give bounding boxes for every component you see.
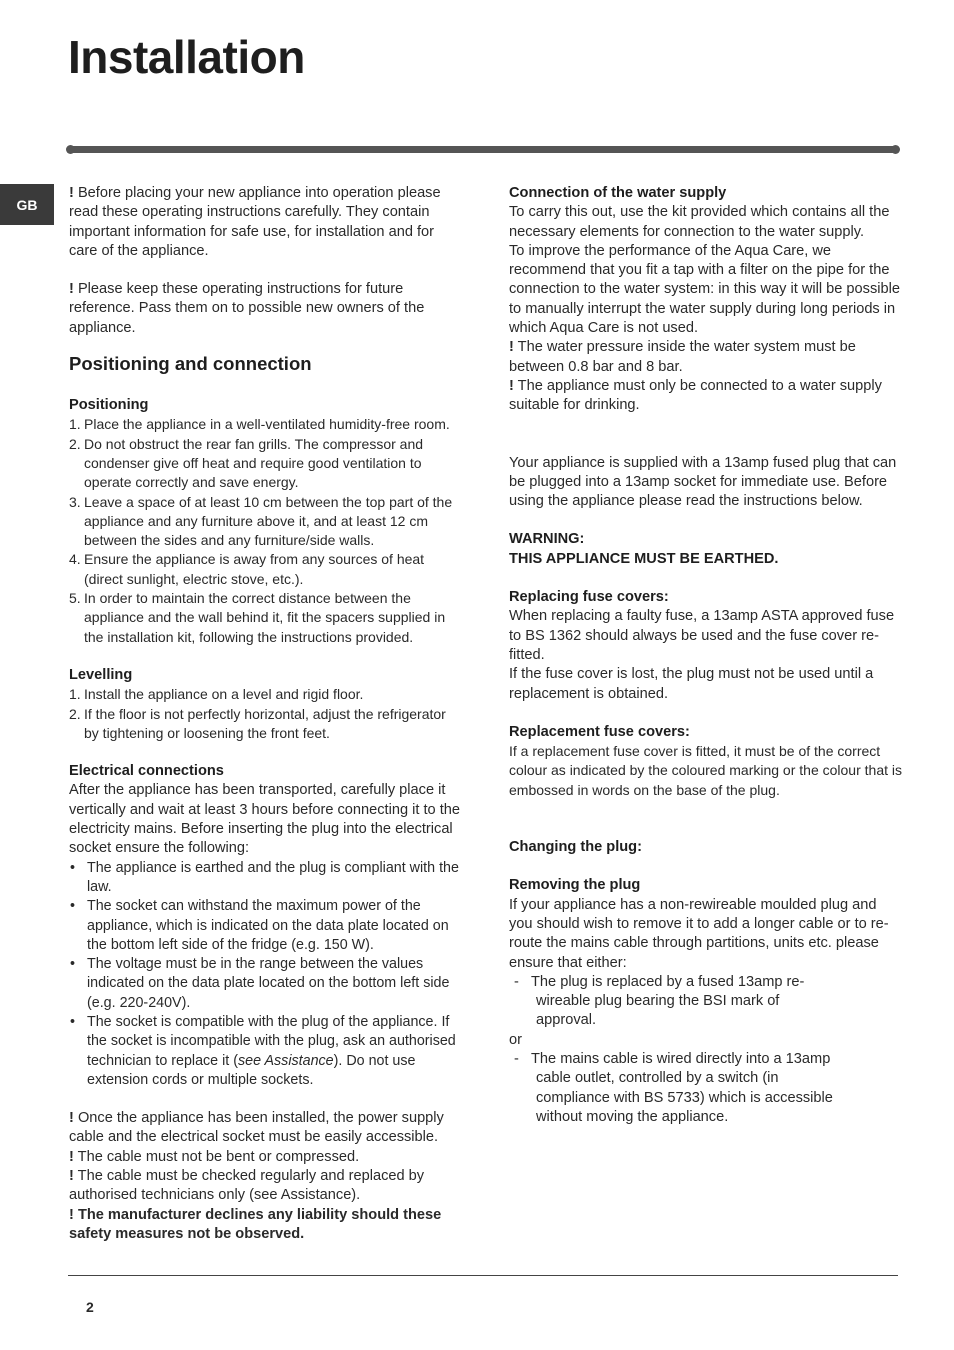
water-heading: Connection of the water supply (509, 185, 727, 201)
dash-icon: - (514, 973, 519, 990)
section-title: Positioning and connection (69, 353, 312, 375)
bullet-icon: • (70, 898, 76, 915)
removing-paragraph: If your appliance has a non-rewireable moulded plug and you should wish to remove it to add a longer cable or to re-route the mains cable through partitions, units etc. please ensure that either: (509, 896, 889, 971)
positioning-list (69, 415, 464, 647)
list-item: 4. Ensure the appliance is away from any sources of heat (direct sunlight, electric stove, etc.). (69, 551, 425, 587)
liability-note: ! The manufacturer declines any liability should these safety measures not be observed. (69, 1206, 442, 1242)
bullet-icon: • (70, 956, 76, 973)
exclamation-icon: ! (69, 1168, 74, 1185)
intro-paragraph-1: ! Before placing your new appliance into operation please read these operating instructions carefully. They contain important information for safe use, for installation and for care of the appliance. (69, 185, 441, 259)
list-item: 3. Leave a space of at least 10 cm between the top part of the appliance and any furniture above it, and at least 12 cm between the sides and any furniture/side walls. (69, 493, 453, 549)
or-text: or (509, 1031, 522, 1048)
list-item: - The mains cable is wired directly into a 13amp cable outlet, controlled by a switch (in compliance with BS 5733) which is accessible without moving the appliance. (514, 1050, 833, 1125)
safety-note: ! The cable must be checked regularly and replaced by authorised technicians only (see Assistance). (69, 1168, 425, 1204)
replacing-heading: Replacing fuse covers: (509, 589, 669, 606)
electrical-intro: After the appliance has been transported, carefully place it vertically and wait at least 3 hours before connecting it to the electricity mains. Before inserting the plug into the electrical socket ensure the following: (69, 782, 461, 857)
electrical-heading: Electrical connections (69, 763, 224, 780)
header-divider (68, 146, 898, 153)
exclamation-icon: ! (69, 185, 74, 201)
bullet-icon: • (70, 859, 76, 876)
left-column (69, 184, 464, 1244)
list-item: • The socket is compatible with the plug of the appliance. If the socket is incompatible with the plug, ask an authorised technician to replace it (see Assistance). Do not use extension cords or multiple sockets. (70, 1013, 456, 1088)
list-item: 5. In order to maintain the correct distance between the appliance and the wall behind it, fit the spacers supplied in the installation kit, following the instructions provided. (69, 590, 446, 645)
electrical-bullets (69, 859, 464, 1091)
list-item: • The appliance is earthed and the plug is compliant with the law. (70, 859, 459, 895)
list-item: • The socket can withstand the maximum power of the appliance, which is indicated on the data plate located on the bottom left side of the fridge (e.g. 150 W). (70, 898, 449, 953)
replacement-paragraph: If a replacement fuse cover is fitted, it must be of the correct colour as indicated by the coloured marking or the colour that is embossed in words on the base of the plug. (509, 743, 902, 798)
bullet-icon: • (70, 1013, 76, 1030)
list-item: - The plug is replaced by a fused 13amp re-wireable plug bearing the BSI mark of approval. (514, 973, 805, 1029)
dash-icon: - (514, 1050, 519, 1067)
warning-line-1: WARNING: (509, 531, 585, 548)
levelling-list (69, 685, 464, 743)
water-note: ! The water pressure inside the water system must be between 0.8 bar and 8 bar. (509, 339, 856, 375)
levelling-heading: Levelling (69, 666, 133, 683)
water-note: ! The appliance must only be connected to a water supply suitable for drinking. (509, 377, 882, 414)
water-paragraph-2: To improve the performance of the Aqua Care, we recommend that you fit a tap with a filter on the pipe for the connection to the water system: in this way it will be possible to manually interrupt the water supply during long periods in which Aqua Care is not used. (509, 242, 900, 337)
footer-divider (68, 1275, 898, 1276)
list-item: 1. Install the appliance on a level and rigid floor. (69, 686, 364, 703)
intro-paragraph-2: ! Please keep these operating instructions for future reference. Pass them on to possible new owners of the appliance. (69, 281, 425, 336)
list-item: 1. Place the appliance in a well-ventilated humidity-free room. (69, 416, 450, 433)
removing-options (509, 973, 839, 1031)
replacing-paragraph-2: If the fuse cover is lost, the plug must not be used until a replacement is obtained. (509, 666, 874, 702)
exclamation-icon: ! (69, 281, 74, 298)
list-item: 2. If the floor is not perfectly horizontal, adjust the refrigerator by tightening or loosening the front feet. (69, 705, 446, 741)
changing-heading: Changing the plug: (509, 839, 642, 856)
exclamation-icon: ! (509, 339, 514, 356)
plug-intro: Your appliance is supplied with a 13amp fused plug that can be plugged into a 13amp socket for immediate use. Before using the appliance please read the instructions below. (509, 454, 897, 510)
replacement-heading: Replacement fuse covers: (509, 723, 690, 740)
page-title: Installation (68, 31, 305, 83)
page-number: 2 (86, 1299, 94, 1315)
right-column (509, 184, 903, 1127)
removing-heading: Removing the plug (509, 877, 641, 894)
safety-note: ! The cable must not be bent or compressed. (69, 1148, 360, 1165)
replacing-paragraph-1: When replacing a faulty fuse, a 13amp ASTA approved fuse to BS 1362 should always be used and the fuse cover re-fitted. (509, 608, 895, 663)
language-tab: GB (0, 184, 54, 225)
exclamation-icon: ! (69, 1206, 74, 1223)
positioning-heading: Positioning (69, 397, 149, 414)
exclamation-icon: ! (69, 1148, 74, 1165)
water-paragraph-1: To carry this out, use the kit provided which contains all the necessary elements for connection to the water supply. (509, 204, 890, 240)
list-item: 2. Do not obstruct the rear fan grills. The compressor and condenser give off heat and require good ventilation to operate correctly and save energy. (69, 435, 424, 491)
removing-options-2 (509, 1050, 839, 1127)
list-item: • The voltage must be in the range between the values indicated on the data plate located on the bottom left side (e.g. 220-240V). (70, 956, 450, 1011)
exclamation-icon: ! (69, 1110, 74, 1127)
safety-note: ! Once the appliance has been installed, the power supply cable and the electrical socket must be easily accessible. (69, 1110, 444, 1146)
warning-line-2: THIS APPLIANCE MUST BE EARTHED. (509, 550, 779, 567)
exclamation-icon: ! (509, 377, 514, 394)
